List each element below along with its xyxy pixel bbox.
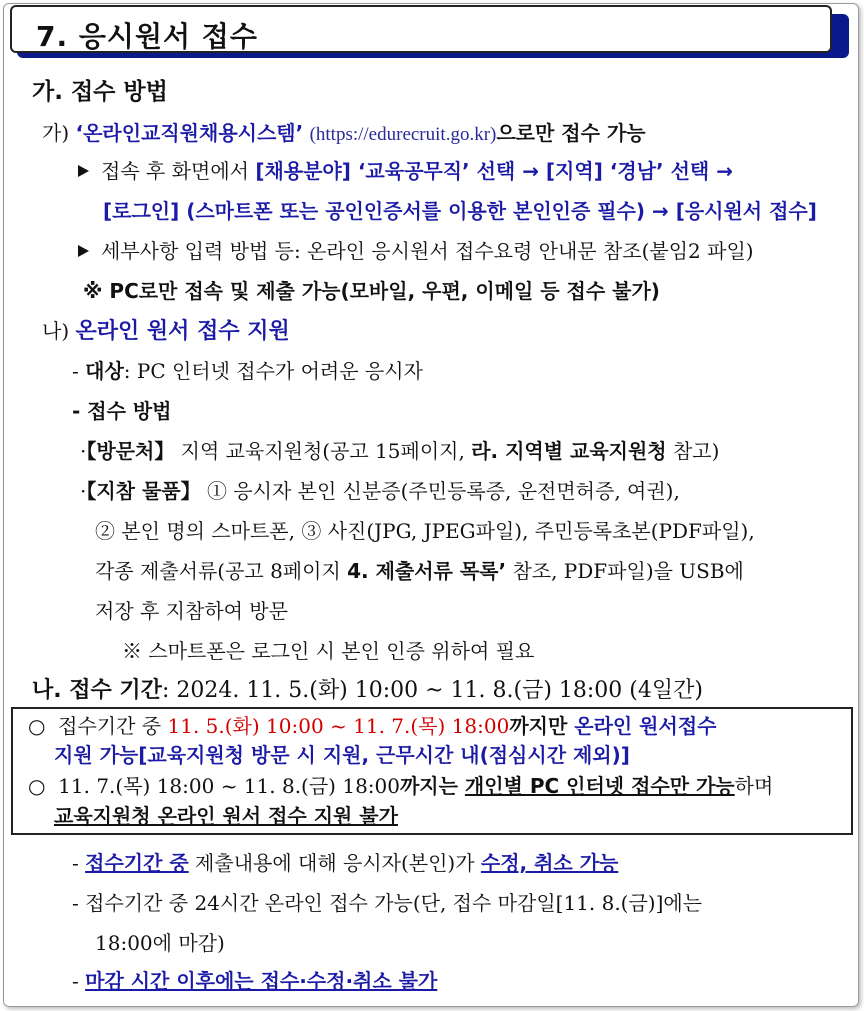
item-na1-prefix: 나) <box>42 319 70 343</box>
dash-1: - 접수기간 중 제출내용에 대해 응시자(본인)가 수정, 취소 가능 <box>72 851 619 875</box>
section-title: 7. 응시원서 접수 <box>36 20 258 53</box>
triangle-bullet-icon <box>78 245 89 257</box>
heading-na-label: 나. 접수 기간 <box>32 678 162 703</box>
heading-ga: 가. 접수 방법 <box>32 79 168 105</box>
box-row-3 <box>28 772 773 800</box>
box-r1d: 온라인 원서접수 <box>574 714 717 738</box>
visit-text: 지역 교육지원청(공고 15페이지, <box>174 439 472 463</box>
box-r1a: 접수기간 중 <box>58 714 168 738</box>
box-row-4: 교육지원청 온라인 원서 접수 지원 불가 <box>54 804 398 828</box>
box-support-period: 11. 5.(화) 10:00 ~ 11. 7.(목) 18:00 <box>167 714 510 738</box>
box-r3c: 개인별 PC 인터넷 접수만 가능 <box>464 774 735 798</box>
dash-2: - 접수기간 중 24시간 온라인 접수 가능(단, 접수 마감일[11. 8.(금)]에는 <box>72 891 703 915</box>
system-url[interactable]: (https://edurecruit.go.kr) <box>309 124 497 145</box>
dash-2-cont: 18:00에 마감) <box>95 931 225 955</box>
item-ga1-suffix: 으로만 접수 가능 <box>496 121 646 145</box>
visit-end: 참고) <box>666 439 720 463</box>
item-ga1-prefix: 가) <box>42 121 70 145</box>
bring-ref: 4. 제출서류 목록’ <box>347 559 507 583</box>
bullet-2 <box>78 237 754 265</box>
bring-line-2: ② 본인 명의 스마트폰, ③ 사진(JPG, JPEG파일), 주민등록초본(PDF파일), <box>95 519 755 543</box>
bring-text-1: ① 응시자 본인 신분증(주민등록증, 운전면허증, 여권), <box>200 479 680 503</box>
bullet-1-path: [채용분야] ‘교육공무직’ 선택 → [지역] ‘경남’ 선택 → <box>255 159 733 183</box>
heading-na <box>32 677 703 705</box>
bring-label: 【지참 물품】 <box>86 479 201 503</box>
bring-line-3 <box>95 557 744 585</box>
period-text: : 2024. 11. 5.(화) 10:00 ~ 11. 8.(금) 18:00 (4일간) <box>161 678 703 703</box>
bullet-2-text: 세부사항 입력 방법 등: 온라인 응시원서 접수요령 안내문 참조(붙임2 파일) <box>101 239 754 263</box>
method-heading: - 접수 방법 <box>72 399 172 423</box>
online-support-heading: 온라인 원서 접수 지원 <box>75 319 290 344</box>
dash-3: - 마감 시간 이후에는 접수·수정·취소 불가 <box>72 969 438 993</box>
target-text: : PC 인터넷 접수가 어려운 응시자 <box>123 359 423 383</box>
item-na1 <box>42 317 290 346</box>
bring-line-4: 저장 후 지참하여 방문 <box>95 599 288 623</box>
dash-1-c: 수정, 취소 가능 <box>480 851 619 875</box>
dash-2-a: 접수기간 중 24시간 온라인 접수 가능(단, 접수 마감일[11. 8.(금)]에는 <box>85 891 703 915</box>
circle-bullet-icon: ○ <box>28 774 46 798</box>
target-label: 대상 <box>85 359 124 383</box>
visit-ref: 라. 지역별 교육지원청 <box>471 439 667 463</box>
note-smartphone: ※ 스마트폰은 로그인 시 본인 인증 위하여 필요 <box>122 639 535 663</box>
box-row-2: 지원 가능[교육지원청 방문 시 지원, 근무시간 내(점심시간 제외)] <box>54 743 630 767</box>
bullet-1-cont: [로그인] (스마트폰 또는 공인인증서를 이용한 본인인증 필수) → [응시원서 접수] <box>103 199 817 223</box>
bring-text-3a: 각종 제출서류(공고 8페이지 <box>95 559 348 583</box>
item-ga1 <box>42 119 646 149</box>
dash-3-text: 마감 시간 이후에는 접수·수정·취소 불가 <box>85 969 438 993</box>
dash-1-a: 접수기간 중 <box>85 851 189 875</box>
box-r1c: 까지만 <box>509 714 575 738</box>
box-row-1 <box>28 712 716 740</box>
visit-line: ·【방문처】 지역 교육지원청(공고 15페이지, 라. 지역별 교육지원청 참고) <box>80 439 720 463</box>
box-r3a: 11. 7.(목) 18:00 ~ 11. 8.(금) 18:00 <box>58 774 400 798</box>
target-line: - 대상: PC 인터넷 접수가 어려운 응시자 <box>72 359 423 383</box>
visit-label: 【방문처】 <box>86 439 175 463</box>
bring-line-1: ·【지참 물품】 ① 응시자 본인 신분증(주민등록증, 운전면허증, 여권), <box>80 479 680 503</box>
bullet-1 <box>78 157 733 185</box>
box-r3b: 까지는 <box>399 774 465 798</box>
triangle-bullet-icon <box>78 165 89 177</box>
dash-1-b: 제출내용에 대해 응시자(본인)가 <box>188 851 481 875</box>
note-pc-only: ※ PC로만 접속 및 제출 가능(모바일, 우편, 이메일 등 접수 불가) <box>83 279 660 303</box>
box-r3d: 하며 <box>734 774 774 798</box>
circle-bullet-icon: ○ <box>28 714 46 738</box>
bring-text-3c: 참조, PDF파일)을 USB에 <box>506 559 744 583</box>
system-name: ‘온라인교직원채용시스템’ <box>75 121 304 145</box>
section-title-bar <box>10 5 846 57</box>
title-box <box>10 5 832 53</box>
bullet-1-lead: 접속 후 화면에서 <box>101 159 256 183</box>
